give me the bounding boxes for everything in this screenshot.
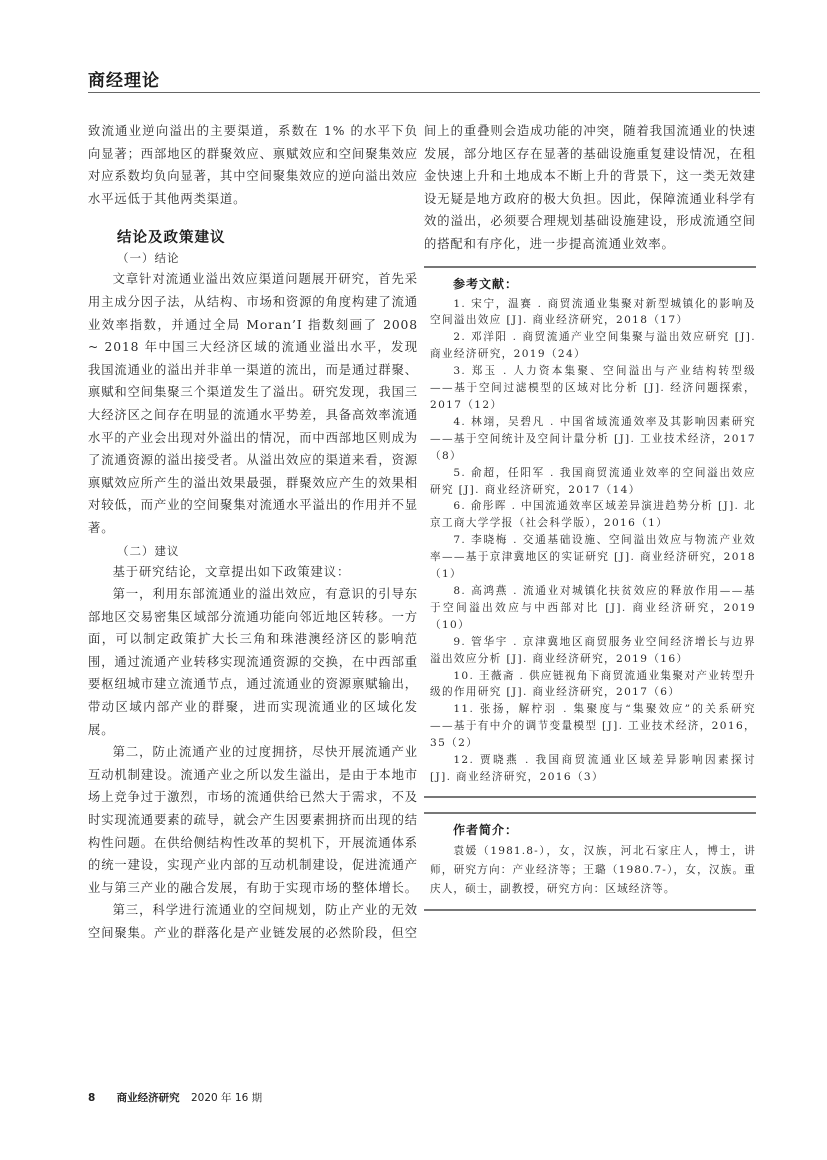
reference-item: 1. 宋宁，温赛 . 商贸流通业集聚对新型城镇化的影响及空间溢出效应 [J]. 商业经济研究，2018（17） — [430, 297, 756, 327]
references-top-rule — [424, 266, 756, 268]
reference-item: 7. 李晓梅 . 交通基础设施、空间溢出效应与物流产业效率——基于京津冀地区的实证研究 [J]. 商业经济研究，2018（1） — [430, 534, 756, 581]
suggestion-3: 第三，科学进行流通业的空间规划，防止产业的无效空间聚集。产业的群落化是产业链发展的必然阶段，但空 — [88, 903, 418, 940]
reference-item: 10. 王薇斋 . 供应链视角下商贸流通业集聚对产业转型升级的作用研究 [J]. 商业经济研究，2017（6） — [430, 669, 756, 699]
section-header: 商经理论 — [88, 71, 160, 91]
suggestion-1: 第一，利用东部流通业的溢出效应，有意识的引导东部地区交易密集区域部分流通功能向邻近地区转移。一方面，可以制定政策扩大长三角和珠港澳经济区的影响范围，通过流通产业转移实现流通资源的交换，在中西部重要枢纽城市建立流通节点，通过流通业的资源禀赋输出，带动区域内部产业的群聚，进而实现流通业的区域化发展。 — [88, 587, 418, 737]
references-title: 参考文献： — [453, 276, 519, 291]
reference-item: 5. 俞超，任阳军 . 我国商贸流通业效率的空间溢出效应研究 [J]. 商业经济研究，2017（14） — [430, 466, 756, 496]
author-title: 作者简介： — [453, 822, 519, 837]
author-top-rule — [424, 812, 756, 814]
left-column — [88, 120, 418, 945]
reference-item: 11. 张扬，解柠羽 . 集聚度与“集聚效应”的关系研究——基于有中介的调节变量模型 [J]. 工业技术经济，2016，35（2） — [430, 703, 756, 750]
suggestion-2: 第二，防止流通产业的过度拥挤，尽快开展流通产业互动机制建设。流通产业之所以发生溢出，是由于本地市场上竞争过于激烈，市场的流通供给已然大于需求，不及时实现流通要素的疏导，就会产生因要素拥挤而出现的结构性问题。在供给侧结构性改革的契机下，开展流通体系的统一建设，实现产业内部的互动机制建设，促进流通产业与第三产业的融合发展，有助于实现市场的整体增长。 — [88, 745, 418, 895]
author-bio: 袁媛（1981.8-），女，汉族，河北石家庄人，博士，讲师，研究方向：产业经济等；王璐（1980.7-），女，汉族。重庆人，硕士，副教授，研究方向：区域经济等。 — [430, 844, 756, 895]
issue-label: 2020 年 16 期 — [191, 1092, 263, 1104]
references-bottom-rule — [424, 796, 756, 798]
page-footer — [88, 1090, 262, 1105]
reference-item: 4. 林翊，吴碧凡 . 中国省域流通效率及其影响因素研究——基于空间统计及空间计量分析 [J]. 工业技术经济，2017（8） — [430, 415, 756, 462]
reference-item: 6. 俞彤晖 . 中国流通效率区域差异演进趋势分析 [J]. 北京工商大学学报（社会科学版），2016（1） — [430, 500, 756, 530]
author-bottom-rule — [424, 909, 756, 911]
subsection-conclusion: （一）结论 — [117, 251, 180, 266]
reference-item: 8. 高鸿燕 . 流通业对城镇化扶贫效应的释放作用——基于空间溢出效应与中西部对比 [J]. 商业经济研究，2019（10） — [430, 584, 756, 631]
right-column — [424, 120, 756, 911]
reference-item: 12. 贾晓燕 . 我国商贸流通业区域差异影响因素探讨 [J]. 商业经济研究，2016（3） — [430, 754, 756, 783]
journal-name: 商业经济研究 — [116, 1092, 180, 1104]
suggestion-intro: 基于研究结论，文章提出如下政策建议： — [112, 564, 351, 579]
reference-item: 9. 管华宇 . 京津冀地区商贸服务业空间经济增长与边界溢出效应分析 [J]. 商业经济研究，2019（16） — [430, 635, 756, 665]
page-number: 8 — [88, 1092, 96, 1104]
intro-paragraph: 致流通业逆向溢出的主要渠道，系数在 1% 的水平下负向显著；西部地区的群聚效应、禀赋效应和空间聚集效应对应系数均负向显著，其中空间聚集效应的逆向溢出效应水平远低于其他两类渠道。 — [88, 124, 418, 206]
header-divider — [88, 92, 760, 93]
section-title: 结论及政策建议 — [117, 230, 226, 247]
references-list — [424, 296, 756, 786]
reference-item: 2. 邓洋阳 . 商贸流通产业空间集聚与溢出效应研究 [J]. 商业经济研究，2019（24） — [430, 331, 756, 361]
continuation-paragraph: 间上的重叠则会造成功能的冲突，随着我国流通业的快速发展，部分地区存在显著的基础设施重复建设情况，在租金快速上升和土地成本不断上升的背景下，这一类无效建设无疑是地方政府的极大负担。因此，保障流通业科学有效的溢出，必须要合理规划基础设施建设，形成流通空间的搭配和有序化，进一步提高流通业效率。 — [424, 124, 756, 251]
conclusion-paragraph: 文章针对流通业溢出效应渠道问题展开研究，首先采用主成分因子法，从结构、市场和资源的角度构建了流通业效率指数，并通过全局 Moran’I 指数刻画了 2008 ~ 2018 年中国三大经济区域的流通业溢出水平，发现我国流通业的溢出并非单一渠道的流出，而是通过群聚、禀赋和空间集聚三个渠道发生了溢出。研究发现，我国三大经济区之间存在明显的流通水平势差，具备高效率流通水平的产业会出现对外溢出的情况，而中西部地区则成为了流通资源的溢出接受者。从溢出效应的渠道来看，资源禀赋效应所产生的溢出效果最强，群聚效应产生的效果相对较低，而产业的空间聚集对流通水平溢出的作用并不显著。 — [88, 272, 418, 535]
subsection-suggestions: （二）建议 — [117, 543, 180, 558]
reference-item: 3. 郑玉 . 人力资本集聚、空间溢出与产业结构转型级——基于空间过滤模型的区域对比分析 [J]. 经济问题探索，2017（12） — [430, 365, 756, 411]
